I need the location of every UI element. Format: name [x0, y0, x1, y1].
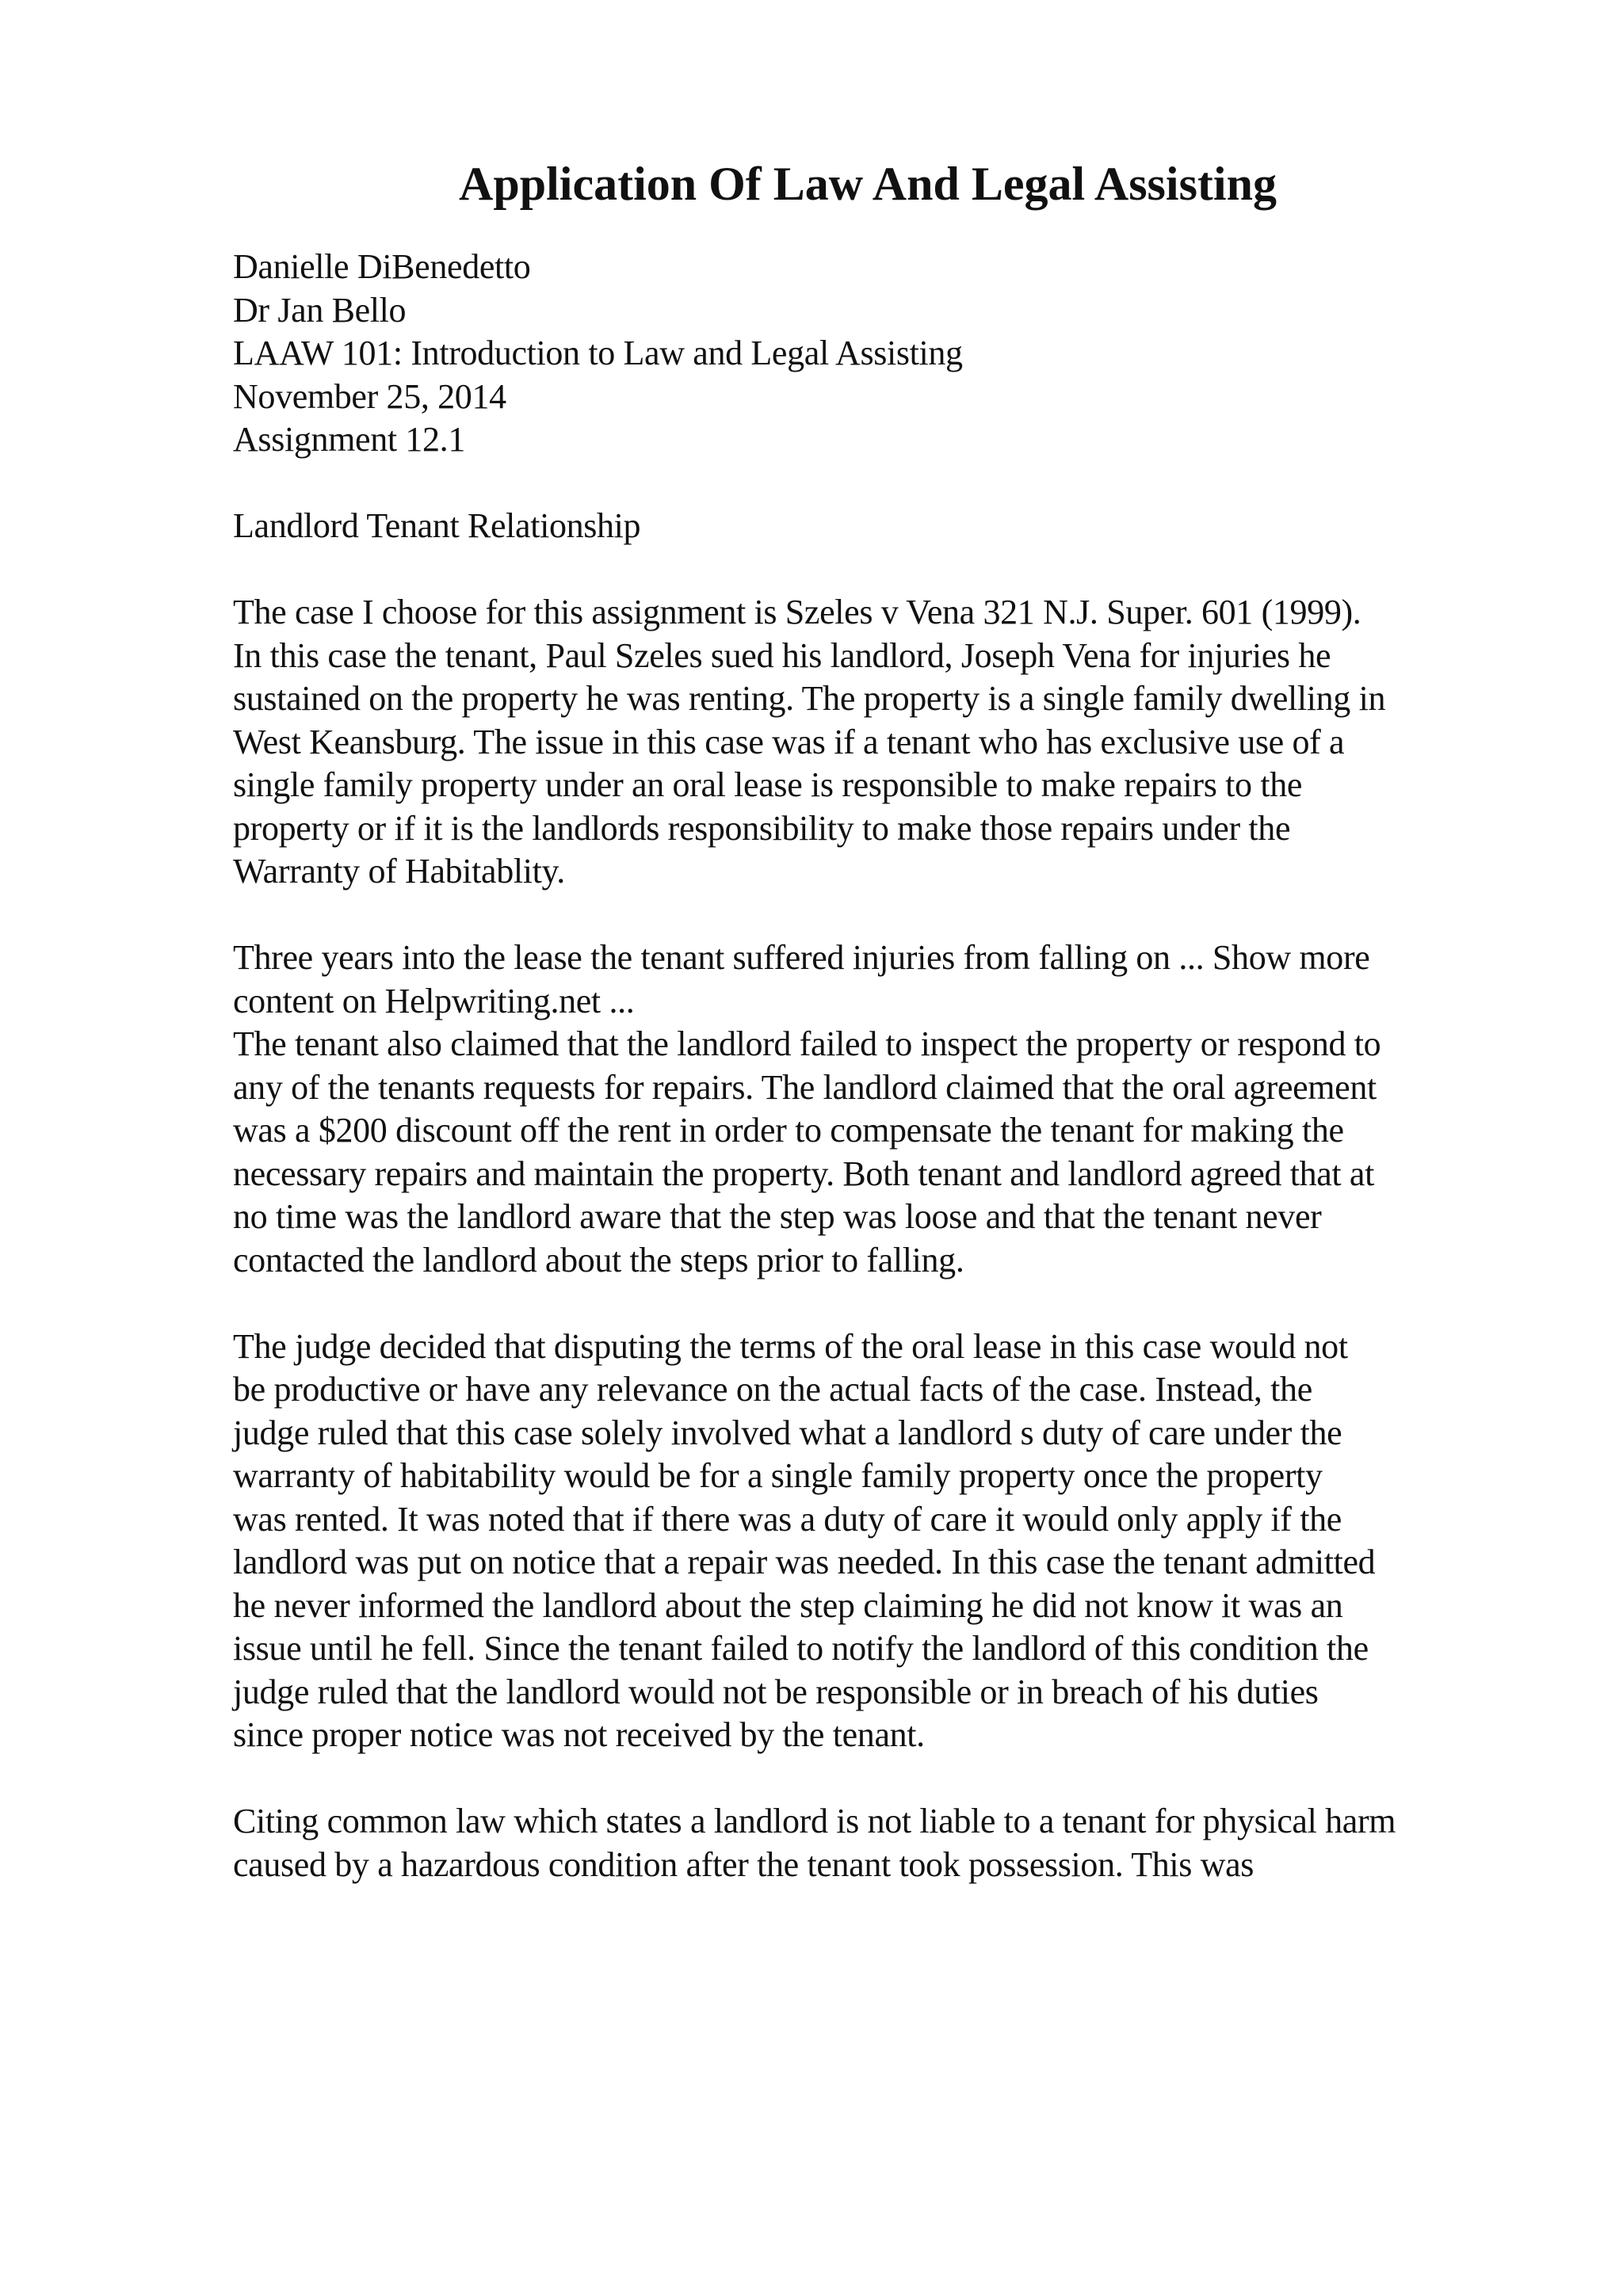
- document-date: November 25, 2014: [233, 376, 506, 416]
- course-name: LAAW 101: Introduction to Law and Legal Assisting: [233, 334, 963, 372]
- text-line: Warranty of Habitablity.: [233, 852, 565, 891]
- assignment-number: Assignment 12.1: [233, 420, 465, 459]
- instructor-name: Dr Jan Bello: [233, 290, 407, 330]
- paragraph-gap: [233, 548, 1596, 592]
- document-title: Application Of Law And Legal Assisting: [459, 158, 1277, 210]
- text-line: Citing common law which states a landlord is not liable to a tenant for physical harm: [233, 1802, 1396, 1840]
- text-line: West Keansburg. The issue in this case was if a tenant who has exclusive use of a: [233, 722, 1345, 761]
- text-line: Three years into the lease the tenant suffered injuries from falling on ... Show more: [233, 938, 1370, 977]
- text-line: was a $200 discount off the rent in order to compensate the tenant for making the: [233, 1111, 1344, 1150]
- text-line: judge ruled that the landlord would not be responsible or in breach of his duties: [233, 1672, 1319, 1711]
- paragraph-1: [233, 591, 1596, 894]
- text-line: sustained on the property he was renting. The property is a single family dwelling in: [233, 679, 1386, 718]
- paragraph-4: [233, 1800, 1596, 1886]
- text-line: content on Helpwriting.net ...: [233, 981, 635, 1020]
- paragraph-2: [233, 936, 1596, 1282]
- subject-line: Landlord Tenant Relationship: [233, 506, 641, 545]
- text-line: warranty of habitability would be for a single family property once the property: [233, 1456, 1323, 1495]
- text-line: single family property under an oral lease is responsible to make repairs to the: [233, 765, 1303, 804]
- author-name: Danielle DiBenedetto: [233, 247, 531, 286]
- paragraph-gap: [233, 1282, 1596, 1325]
- text-line: landlord was put on notice that a repair was needed. In this case the tenant admitted: [233, 1543, 1376, 1581]
- paragraph-3: [233, 1325, 1596, 1757]
- text-line: be productive or have any relevance on the actual facts of the case. Instead, the: [233, 1370, 1312, 1409]
- text-line: In this case the tenant, Paul Szeles sued his landlord, Joseph Vena for injuries he: [233, 635, 1331, 675]
- text-line: judge ruled that this case solely involved what a landlord s duty of care under the: [233, 1413, 1342, 1452]
- text-line: since proper notice was not received by the tenant.: [233, 1715, 925, 1754]
- text-line: The judge decided that disputing the terms of the oral lease in this case would not: [233, 1326, 1348, 1366]
- header-block: [233, 246, 1596, 462]
- text-line: property or if it is the landlords responsibility to make those repairs under the: [233, 808, 1291, 848]
- paragraph-gap: [233, 894, 1596, 937]
- paragraph-gap: [233, 462, 1596, 505]
- paragraph-gap: [233, 1757, 1596, 1801]
- text-line: contacted the landlord about the steps prior to falling.: [233, 1240, 964, 1280]
- text-line: no time was the landlord aware that the step was loose and that the tenant never: [233, 1197, 1322, 1236]
- text-line: The case I choose for this assignment is Szeles v Vena 321 N.J. Super. 601 (1999).: [233, 593, 1361, 631]
- text-line: was rented. It was noted that if there was a duty of care it would only apply if the: [233, 1499, 1342, 1539]
- document-body: [233, 246, 1596, 1886]
- text-line: any of the tenants requests for repairs. The landlord claimed that the oral agreement: [233, 1067, 1377, 1107]
- text-line: he never informed the landlord about the step claiming he did not know it was an: [233, 1585, 1343, 1625]
- text-line: issue until he fell. Since the tenant failed to notify the landlord of this condition the: [233, 1629, 1369, 1668]
- text-line: The tenant also claimed that the landlord failed to inspect the property or respond to: [233, 1024, 1381, 1063]
- text-line: necessary repairs and maintain the property. Both tenant and landlord agreed that at: [233, 1154, 1374, 1193]
- text-line: caused by a hazardous condition after the tenant took possession. This was: [233, 1844, 1254, 1884]
